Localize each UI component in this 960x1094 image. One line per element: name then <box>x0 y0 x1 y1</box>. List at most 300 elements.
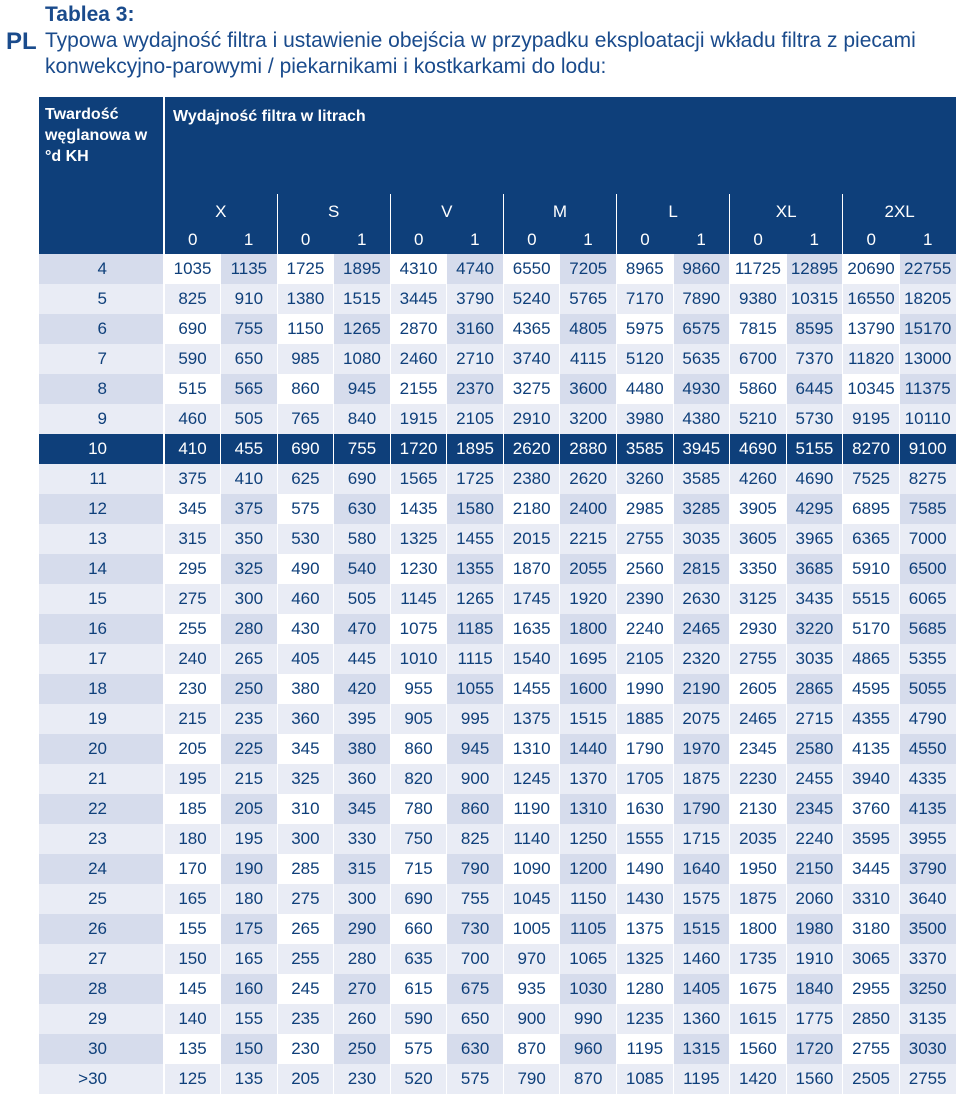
capacity-cell: 715 <box>390 854 447 884</box>
header-size-m: M <box>503 194 616 226</box>
capacity-cell: 15170 <box>899 314 956 344</box>
capacity-cell: 460 <box>277 584 334 614</box>
capacity-cell: 5730 <box>786 404 843 434</box>
capacity-cell: 2715 <box>786 704 843 734</box>
capacity-cell: 790 <box>503 1064 560 1094</box>
capacity-cell: 540 <box>334 554 391 584</box>
capacity-cell: 5210 <box>730 404 787 434</box>
capacity-cell: 1265 <box>334 314 391 344</box>
capacity-cell: 2710 <box>447 344 504 374</box>
capacity-cell: 7170 <box>617 284 674 314</box>
capacity-cell: 675 <box>447 974 504 1004</box>
header-setting: 0 <box>503 226 560 254</box>
capacity-cell: 515 <box>164 374 221 404</box>
capacity-cell: 315 <box>164 524 221 554</box>
table-row <box>39 584 956 614</box>
header-size-l: L <box>617 194 730 226</box>
capacity-cell: 3180 <box>843 914 900 944</box>
capacity-cell: 8275 <box>899 464 956 494</box>
capacity-cell: 505 <box>221 404 278 434</box>
capacity-cell: 265 <box>277 914 334 944</box>
capacity-cell: 660 <box>390 914 447 944</box>
capacity-cell: 3980 <box>617 404 674 434</box>
capacity-cell: 690 <box>164 314 221 344</box>
capacity-cell: 1430 <box>617 884 674 914</box>
capacity-cell: 4690 <box>786 464 843 494</box>
capacity-cell: 1280 <box>617 974 674 1004</box>
capacity-cell: 825 <box>164 284 221 314</box>
capacity-cell: 10315 <box>786 284 843 314</box>
table-row <box>39 434 956 464</box>
capacity-cell: 870 <box>560 1064 617 1094</box>
capacity-cell: 9195 <box>843 404 900 434</box>
capacity-cell: 4690 <box>730 434 787 464</box>
capacity-cell: 1560 <box>730 1034 787 1064</box>
capacity-cell: 255 <box>277 944 334 974</box>
capacity-cell: 970 <box>503 944 560 974</box>
header-row-main <box>39 97 956 194</box>
capacity-cell: 1030 <box>560 974 617 1004</box>
hardness-value: 18 <box>39 674 164 704</box>
capacity-cell: 3640 <box>899 884 956 914</box>
capacity-cell: 3030 <box>899 1034 956 1064</box>
table-row <box>39 764 956 794</box>
capacity-cell: 2850 <box>843 1004 900 1034</box>
capacity-cell: 4550 <box>899 734 956 764</box>
capacity-cell: 1235 <box>617 1004 674 1034</box>
capacity-cell: 9100 <box>899 434 956 464</box>
capacity-cell: 150 <box>221 1034 278 1064</box>
capacity-cell: 3285 <box>673 494 730 524</box>
capacity-cell: 380 <box>277 674 334 704</box>
capacity-cell: 1630 <box>617 794 674 824</box>
capacity-cell: 205 <box>277 1064 334 1094</box>
capacity-cell: 1135 <box>221 254 278 284</box>
capacity-cell: 2455 <box>786 764 843 794</box>
header-setting: 0 <box>843 226 900 254</box>
capacity-cell: 1725 <box>447 464 504 494</box>
capacity-cell: 2190 <box>673 674 730 704</box>
capacity-cell: 2870 <box>390 314 447 344</box>
hardness-value: 30 <box>39 1034 164 1064</box>
capacity-cell: 2630 <box>673 584 730 614</box>
capacity-cell: 1375 <box>503 704 560 734</box>
capacity-cell: 1455 <box>503 674 560 704</box>
capacity-cell: 2345 <box>786 794 843 824</box>
capacity-cell: 345 <box>277 734 334 764</box>
capacity-cell: 4380 <box>673 404 730 434</box>
header-size-v: V <box>390 194 503 226</box>
capacity-cell: 2215 <box>560 524 617 554</box>
hardness-value: 5 <box>39 284 164 314</box>
capacity-cell: 2240 <box>617 614 674 644</box>
capacity-cell: 575 <box>447 1064 504 1094</box>
capacity-cell: 1265 <box>447 584 504 614</box>
capacity-cell: 5170 <box>843 614 900 644</box>
capacity-cell: 7205 <box>560 254 617 284</box>
capacity-cell: 575 <box>277 494 334 524</box>
capacity-cell: 22755 <box>899 254 956 284</box>
capacity-cell: 4805 <box>560 314 617 344</box>
capacity-cell: 1115 <box>447 644 504 674</box>
capacity-cell: 150 <box>164 944 221 974</box>
capacity-cell: 285 <box>277 854 334 884</box>
capacity-cell: 1885 <box>617 704 674 734</box>
header-setting: 1 <box>786 226 843 254</box>
capacity-cell: 250 <box>221 674 278 704</box>
capacity-cell: 10110 <box>899 404 956 434</box>
capacity-cell: 255 <box>164 614 221 644</box>
capacity-cell: 630 <box>447 1034 504 1064</box>
capacity-cell: 1315 <box>673 1034 730 1064</box>
capacity-cell: 445 <box>334 644 391 674</box>
capacity-cell: 1045 <box>503 884 560 914</box>
capacity-cell: 1580 <box>447 494 504 524</box>
table-row <box>39 884 956 914</box>
capacity-cell: 650 <box>221 344 278 374</box>
hardness-value: 20 <box>39 734 164 764</box>
hardness-value: 6 <box>39 314 164 344</box>
capacity-cell: 2155 <box>390 374 447 404</box>
capacity-cell: 1790 <box>673 794 730 824</box>
capacity-cell: 325 <box>277 764 334 794</box>
capacity-cell: 5120 <box>617 344 674 374</box>
capacity-cell: 235 <box>277 1004 334 1034</box>
capacity-cell: 260 <box>334 1004 391 1034</box>
capacity-cell: 530 <box>277 524 334 554</box>
capacity-cell: 8965 <box>617 254 674 284</box>
capacity-cell: 700 <box>447 944 504 974</box>
capacity-cell: 1440 <box>560 734 617 764</box>
capacity-cell: 9380 <box>730 284 787 314</box>
capacity-cell: 3790 <box>899 854 956 884</box>
capacity-cell: 12895 <box>786 254 843 284</box>
capacity-cell: 470 <box>334 614 391 644</box>
capacity-cell: 3310 <box>843 884 900 914</box>
capacity-cell: 1355 <box>447 554 504 584</box>
header-setting: 0 <box>617 226 674 254</box>
capacity-cell: 3350 <box>730 554 787 584</box>
capacity-cell: 4595 <box>843 674 900 704</box>
capacity-cell: 3250 <box>899 974 956 1004</box>
capacity-cell: 1250 <box>560 824 617 854</box>
capacity-cell: 1490 <box>617 854 674 884</box>
capacity-cell: 960 <box>560 1034 617 1064</box>
capacity-cell: 3065 <box>843 944 900 974</box>
capacity-cell: 300 <box>334 884 391 914</box>
capacity-cell: 2985 <box>617 494 674 524</box>
hardness-value: 21 <box>39 764 164 794</box>
hardness-value: 13 <box>39 524 164 554</box>
capacity-cell: 1915 <box>390 404 447 434</box>
capacity-cell: 20690 <box>843 254 900 284</box>
capacity-cell: 135 <box>221 1064 278 1094</box>
capacity-cell: 410 <box>221 464 278 494</box>
capacity-cell: 195 <box>221 824 278 854</box>
capacity-cell: 375 <box>164 464 221 494</box>
capacity-cell: 5635 <box>673 344 730 374</box>
capacity-cell: 625 <box>277 464 334 494</box>
capacity-cell: 1325 <box>390 524 447 554</box>
capacity-cell: 4135 <box>899 794 956 824</box>
capacity-cell: 2815 <box>673 554 730 584</box>
capacity-cell: 1970 <box>673 734 730 764</box>
table-row <box>39 464 956 494</box>
capacity-cell: 170 <box>164 854 221 884</box>
capacity-cell: 2865 <box>786 674 843 704</box>
capacity-cell: 765 <box>277 404 334 434</box>
capacity-cell: 1185 <box>447 614 504 644</box>
hardness-value: 25 <box>39 884 164 914</box>
capacity-cell: 985 <box>277 344 334 374</box>
capacity-cell: 1715 <box>673 824 730 854</box>
capacity-cell: 4295 <box>786 494 843 524</box>
capacity-cell: 1370 <box>560 764 617 794</box>
capacity-cell: 405 <box>277 644 334 674</box>
capacity-cell: 730 <box>447 914 504 944</box>
capacity-cell: 8270 <box>843 434 900 464</box>
capacity-cell: 1195 <box>617 1034 674 1064</box>
capacity-cell: 1895 <box>334 254 391 284</box>
capacity-cell: 325 <box>221 554 278 584</box>
capacity-cell: 750 <box>390 824 447 854</box>
header-setting: 1 <box>334 226 391 254</box>
capacity-cell: 3500 <box>899 914 956 944</box>
capacity-cell: 175 <box>221 914 278 944</box>
capacity-cell: 1150 <box>560 884 617 914</box>
capacity-cell: 1695 <box>560 644 617 674</box>
capacity-cell: 290 <box>334 914 391 944</box>
capacity-cell: 2955 <box>843 974 900 1004</box>
table-row <box>39 644 956 674</box>
capacity-cell: 7585 <box>899 494 956 524</box>
capacity-cell: 205 <box>221 794 278 824</box>
capacity-cell: 1460 <box>673 944 730 974</box>
hardness-value: 15 <box>39 584 164 614</box>
capacity-cell: 3955 <box>899 824 956 854</box>
capacity-cell: 195 <box>164 764 221 794</box>
hardness-value: 9 <box>39 404 164 434</box>
capacity-cell: 1640 <box>673 854 730 884</box>
capacity-cell: 11375 <box>899 374 956 404</box>
capacity-cell: 1105 <box>560 914 617 944</box>
header-performance: Wydajność filtra w litrach <box>164 97 956 194</box>
table-row <box>39 794 956 824</box>
capacity-cell: 3585 <box>673 464 730 494</box>
header-setting: 0 <box>277 226 334 254</box>
capacity-cell: 2460 <box>390 344 447 374</box>
capacity-cell: 160 <box>221 974 278 1004</box>
header-blank <box>39 226 164 254</box>
capacity-cell: 5685 <box>899 614 956 644</box>
capacity-cell: 650 <box>447 1004 504 1034</box>
capacity-cell: 1090 <box>503 854 560 884</box>
capacity-cell: 2605 <box>730 674 787 704</box>
capacity-cell: 4930 <box>673 374 730 404</box>
capacity-cell: 225 <box>221 734 278 764</box>
capacity-cell: 3740 <box>503 344 560 374</box>
capacity-cell: 215 <box>221 764 278 794</box>
capacity-cell: 9860 <box>673 254 730 284</box>
header-size-s: S <box>277 194 390 226</box>
capacity-cell: 790 <box>447 854 504 884</box>
capacity-cell: 1555 <box>617 824 674 854</box>
capacity-cell: 5515 <box>843 584 900 614</box>
capacity-cell: 4335 <box>899 764 956 794</box>
capacity-cell: 3685 <box>786 554 843 584</box>
capacity-cell: 190 <box>221 854 278 884</box>
capacity-cell: 1895 <box>447 434 504 464</box>
capacity-cell: 13790 <box>843 314 900 344</box>
table-row <box>39 614 956 644</box>
capacity-cell: 1055 <box>447 674 504 704</box>
capacity-cell: 7815 <box>730 314 787 344</box>
capacity-cell: 995 <box>447 704 504 734</box>
table-row <box>39 974 956 1004</box>
capacity-cell: 2580 <box>786 734 843 764</box>
capacity-cell: 4365 <box>503 314 560 344</box>
capacity-cell: 145 <box>164 974 221 1004</box>
table-row <box>39 344 956 374</box>
capacity-cell: 1455 <box>447 524 504 554</box>
capacity-cell: 1910 <box>786 944 843 974</box>
table-title: Typowa wydajność filtra i ustawienie obejścia w przypadku eksploatacji wkładu filtra z piecami konwekcyjno-parowymi / piekarnikami i kostkarkami do lodu: <box>45 29 916 78</box>
capacity-cell: 590 <box>390 1004 447 1034</box>
capacity-cell: 1140 <box>503 824 560 854</box>
table-row <box>39 674 956 704</box>
hardness-value: >30 <box>39 1064 164 1094</box>
capacity-cell: 4355 <box>843 704 900 734</box>
capacity-cell: 1720 <box>786 1034 843 1064</box>
capacity-cell: 3160 <box>447 314 504 344</box>
capacity-cell: 2320 <box>673 644 730 674</box>
capacity-cell: 1920 <box>560 584 617 614</box>
capacity-cell: 755 <box>221 314 278 344</box>
capacity-cell: 345 <box>164 494 221 524</box>
hardness-value: 23 <box>39 824 164 854</box>
capacity-cell: 1080 <box>334 344 391 374</box>
table-row <box>39 824 956 854</box>
capacity-cell: 3445 <box>843 854 900 884</box>
capacity-cell: 860 <box>447 794 504 824</box>
capacity-cell: 2465 <box>673 614 730 644</box>
capacity-cell: 16550 <box>843 284 900 314</box>
capacity-cell: 1190 <box>503 794 560 824</box>
capacity-cell: 6700 <box>730 344 787 374</box>
capacity-cell: 360 <box>334 764 391 794</box>
capacity-cell: 955 <box>390 674 447 704</box>
hardness-value: 17 <box>39 644 164 674</box>
header-setting: 1 <box>221 226 278 254</box>
header-setting: 1 <box>673 226 730 254</box>
capacity-cell: 2620 <box>503 434 560 464</box>
capacity-cell: 1380 <box>277 284 334 314</box>
capacity-cell: 3905 <box>730 494 787 524</box>
header-size-x: X <box>164 194 277 226</box>
capacity-cell: 1565 <box>390 464 447 494</box>
capacity-cell: 2910 <box>503 404 560 434</box>
capacity-cell: 4135 <box>843 734 900 764</box>
capacity-cell: 3135 <box>899 1004 956 1034</box>
table-row <box>39 704 956 734</box>
capacity-cell: 135 <box>164 1034 221 1064</box>
capacity-cell: 1230 <box>390 554 447 584</box>
table-number: Tablea 3: <box>45 3 135 26</box>
capacity-cell: 3035 <box>786 644 843 674</box>
capacity-cell: 1790 <box>617 734 674 764</box>
capacity-cell: 1145 <box>390 584 447 614</box>
capacity-cell: 2755 <box>843 1034 900 1064</box>
capacity-cell: 2075 <box>673 704 730 734</box>
capacity-cell: 430 <box>277 614 334 644</box>
capacity-cell: 2150 <box>786 854 843 884</box>
header-row-sizes <box>39 194 956 226</box>
capacity-cell: 5055 <box>899 674 956 704</box>
capacity-cell: 235 <box>221 704 278 734</box>
capacity-cell: 1875 <box>730 884 787 914</box>
capacity-cell: 7370 <box>786 344 843 374</box>
hardness-value: 7 <box>39 344 164 374</box>
capacity-cell: 2755 <box>730 644 787 674</box>
table-row <box>39 404 956 434</box>
capacity-cell: 310 <box>277 794 334 824</box>
capacity-cell: 3760 <box>843 794 900 824</box>
capacity-cell: 935 <box>503 974 560 1004</box>
capacity-cell: 590 <box>164 344 221 374</box>
capacity-cell: 1800 <box>560 614 617 644</box>
capacity-cell: 565 <box>221 374 278 404</box>
capacity-cell: 280 <box>221 614 278 644</box>
capacity-cell: 945 <box>334 374 391 404</box>
capacity-cell: 1515 <box>673 914 730 944</box>
hardness-value: 24 <box>39 854 164 884</box>
capacity-cell: 3275 <box>503 374 560 404</box>
hardness-value: 12 <box>39 494 164 524</box>
capacity-cell: 3600 <box>560 374 617 404</box>
table-row <box>39 254 956 284</box>
capacity-cell: 125 <box>164 1064 221 1094</box>
table-row <box>39 314 956 344</box>
capacity-cell: 5765 <box>560 284 617 314</box>
capacity-cell: 1705 <box>617 764 674 794</box>
capacity-cell: 410 <box>164 434 221 464</box>
capacity-cell: 2370 <box>447 374 504 404</box>
capacity-cell: 7890 <box>673 284 730 314</box>
capacity-cell: 2105 <box>617 644 674 674</box>
capacity-cell: 1515 <box>334 284 391 314</box>
capacity-cell: 455 <box>221 434 278 464</box>
capacity-cell: 3605 <box>730 524 787 554</box>
capacity-cell: 270 <box>334 974 391 1004</box>
capacity-cell: 1085 <box>617 1064 674 1094</box>
capacity-cell: 1840 <box>786 974 843 1004</box>
header-setting: 1 <box>899 226 956 254</box>
table-row <box>39 374 956 404</box>
capacity-cell: 3445 <box>390 284 447 314</box>
capacity-cell: 4740 <box>447 254 504 284</box>
hardness-value: 16 <box>39 614 164 644</box>
capacity-cell: 2055 <box>560 554 617 584</box>
capacity-cell: 280 <box>334 944 391 974</box>
capacity-cell: 5860 <box>730 374 787 404</box>
capacity-cell: 945 <box>447 734 504 764</box>
capacity-cell: 1310 <box>503 734 560 764</box>
capacity-cell: 18205 <box>899 284 956 314</box>
capacity-cell: 1725 <box>277 254 334 284</box>
capacity-cell: 1515 <box>560 704 617 734</box>
hardness-value: 29 <box>39 1004 164 1034</box>
capacity-cell: 635 <box>390 944 447 974</box>
